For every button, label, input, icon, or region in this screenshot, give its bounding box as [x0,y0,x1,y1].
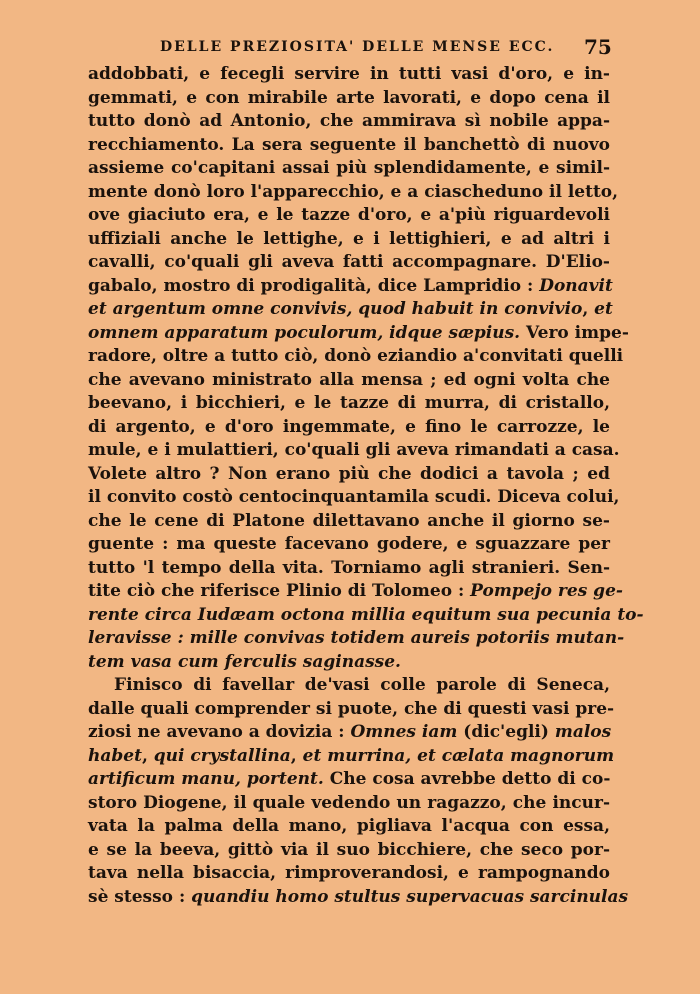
page-number: 75 [584,35,612,59]
text-run: uffiziali anche le lettighe, e i lettighieri, e ad altri i [88,228,610,249]
text-run: Finisco di favellar de'vasi colle parole di Seneca, [114,675,610,695]
text-line [88,298,613,322]
text-line [88,510,610,534]
text-run: cavalli, co'quali gli aveva fatti accompagnare. D'Elio- [88,252,610,272]
text-run: tava nella bisaccia, rimproverandosi, e rampognando [88,863,610,883]
text-run: che avevano ministrato alla mensa ; ed ogni volta che [88,369,610,390]
text-line [88,204,610,228]
italic-quotation: quandiu homo stultus supervacuas sarcinulas [191,886,629,907]
text-run: dalle quali comprender si puote, che di questi vasi pre- [88,698,615,719]
text-line [88,533,610,557]
text-line [88,134,610,158]
text-line [88,322,629,346]
text-line [88,110,610,134]
text-run: guente : ma queste facevano godere, e sguazzare per [88,534,610,554]
text-run: il convito costò centocinquantamila scudi. Diceva colui, [88,487,620,507]
text-run: recchiamento. La sera seguente il banchettò di nuovo [88,134,610,155]
text-run: ove giaciuto era, e le tazze d'oro, e a'più riguardevoli [88,205,610,225]
italic-quotation: artificum manu, portent. [88,769,324,789]
italic-quotation: habet [88,745,142,766]
text-line [88,839,610,863]
text-line [88,486,620,510]
italic-quotation: qui crystallina [153,745,291,766]
text-line [88,768,610,792]
text-run: mule, e i mulattieri, co'quali gli aveva rimandati a casa. [88,440,620,460]
text-line [88,416,610,440]
text-run: radore, oltre a tutto ciò, donò eziandio a'convitati quelli [88,346,624,366]
text-line [88,439,620,463]
italic-quotation: Omnes iam [350,722,458,742]
italic-quotation: tem vasa cum ferculis saginasse. [88,651,401,672]
text-line [88,792,610,816]
italic-quotation: et [594,299,613,319]
italic-quotation: malos [554,722,612,742]
text-run: , [141,745,154,766]
text-line [88,369,610,393]
page-header [0,36,700,60]
text-run: di argento, e d'oro ingemmate, e fino le carrozze, le [88,416,610,437]
text-run: mente donò loro l'apparecchio, e a ciascheduno il letto, [88,181,619,202]
text-line [88,745,615,769]
text-line [88,275,613,299]
text-line [88,251,610,275]
text-run: addobbati, e fecegli servire in tutti vasi d'oro, e in- [88,64,610,84]
text-run: , [582,299,595,319]
text-line [88,392,610,416]
text-run: (dic'egli) [457,722,555,742]
text-line [88,721,610,745]
text-line [88,698,615,722]
text-run: beevano, i bicchieri, e le tazze di murra, di cristallo, [88,393,610,413]
text-line [88,228,610,252]
text-line [88,627,625,651]
italic-quotation: et murrina, et cælata magnorum [302,745,615,766]
text-line [88,557,610,581]
italic-quotation: Donavit [539,275,613,296]
text-run: gemmati, e con mirabile arte lavorati, e dopo cena il [88,87,610,108]
text-line [88,463,610,487]
text-line [88,651,610,675]
text-line [88,580,623,604]
text-run: ziosi ne avevano a dovizia : [88,722,351,742]
text-run: gabalo, mostro di prodigalità, dice Lampridio : [88,275,540,296]
text-run: sè stesso : [88,886,192,907]
italic-quotation: Pompejo res ge- [470,581,623,601]
text-line [88,157,610,181]
text-line [88,87,610,111]
text-run: Volete altro ? Non erano più che dodici a tavola ; ed [88,463,610,484]
italic-quotation: omnem apparatum poculorum, idque sæpius. [88,322,521,343]
text-line [88,815,610,839]
italic-quotation: et argentum omne convivis, quod habuit in convivio [88,299,583,319]
text-line [88,345,624,369]
running-title: DELLE PREZIOSITA' DELLE MENSE ECC. [160,39,555,55]
text-run: , [290,745,303,766]
italic-quotation: rente circa Iudæam octona millia equitum sua pecunia to- [88,604,644,625]
italic-quotation: leravisse : mille convivas totidem aureis potoriis mutan- [88,628,625,648]
text-line [88,604,644,628]
text-run: Vero impe- [520,322,629,343]
text-run: tutto 'l tempo della vita. Torniamo agli stranieri. Sen- [88,557,610,578]
text-run: assieme co'capitani assai più splendidamente, e simil- [88,158,610,178]
text-line [88,181,619,205]
text-run: Che cosa avrebbe detto di co- [323,769,611,789]
text-run: e se la beeva, gittò via il suo bicchiere, che seco por- [88,839,610,860]
text-line [88,862,610,886]
text-line [88,886,629,910]
text-line [88,674,610,698]
text-run: che le cene di Platone dilettavano anche il giorno se- [88,510,610,531]
text-run: tutto donò ad Antonio, che ammirava sì nobile appa- [88,111,610,131]
text-run: tite ciò che riferisce Plinio di Tolomeo : [88,581,471,601]
text-run: vata la palma della mano, pigliava l'acqua con essa, [88,816,610,836]
text-line [88,63,610,87]
text-run: storo Diogene, il quale vedendo un ragazzo, che incur- [88,792,610,813]
body-text [88,63,644,909]
